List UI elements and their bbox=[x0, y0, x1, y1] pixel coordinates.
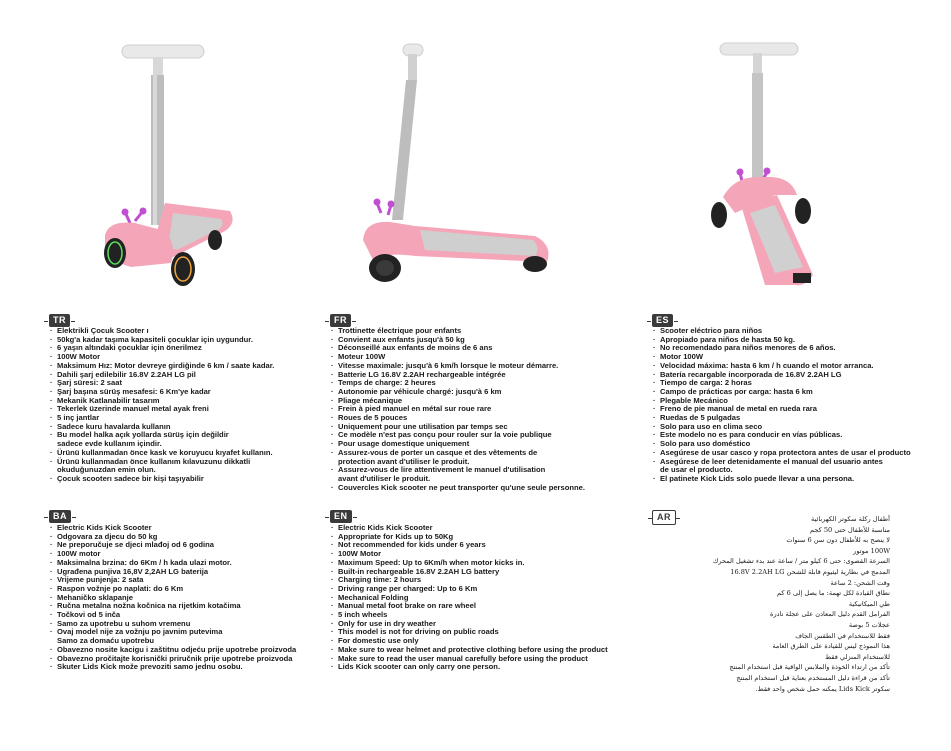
list-item: · Pour usage domestique uniquement bbox=[330, 440, 620, 449]
ar-line: الفرامل القدم دليل المعادن على عجلة نادرة bbox=[770, 610, 890, 619]
list-item: · Built-in rechargeable 16.8V 2.2AH LG battery bbox=[330, 568, 625, 577]
list-item: · 6 yaşın altındaki çocuklar için önerilmez bbox=[49, 344, 319, 353]
list-item: · Assurez-vous de porter un casque et des vêtements de protection avant d'utiliser le produit. bbox=[330, 449, 620, 466]
list-item: · Maksimalna brzina: do 6Km / h kada ulazi motor. bbox=[49, 559, 319, 568]
section-ba bbox=[49, 524, 319, 672]
list-item: · Convient aux enfants jusqu'à 50 kg bbox=[330, 336, 620, 345]
list-item: · Charging time: 2 hours bbox=[330, 576, 625, 585]
list-item: · Frein à pied manuel en métal sur roue rare bbox=[330, 405, 620, 414]
list-item: · Raspon vožnje po naplati: do 6 Km bbox=[49, 585, 319, 594]
scooter-image-side bbox=[355, 40, 560, 285]
list-item: · Ce modèle n'est pas conçu pour rouler sur la voie publique bbox=[330, 431, 620, 440]
section-ba-title: · Electric Kids Kick Scooter bbox=[49, 524, 319, 533]
list-item: · Driving range per charged: Up to 6 Km bbox=[330, 585, 625, 594]
list-item: · Şarj başına sürüş mesafesi: 6 Km'ye kadar bbox=[49, 388, 319, 397]
ar-line: نطاق القيادة لكل تهمة: ما يصل إلى 6 كم bbox=[777, 589, 890, 598]
list-item: · 100W Motor bbox=[330, 550, 625, 559]
list-item: · Make sure to read the user manual carefully before using the product bbox=[330, 655, 625, 664]
list-item: · Şarj süresi: 2 saat bbox=[49, 379, 319, 388]
language-tag-tr: TR bbox=[49, 314, 70, 327]
list-item: · Obavezno pročitajte korisnički priručnik prije upotrebe proizvoda bbox=[49, 655, 319, 664]
feature-list-es bbox=[652, 336, 942, 484]
list-item: · Este modelo no es para conducir en vías públicas. bbox=[652, 431, 942, 440]
language-tag-fr: FR bbox=[330, 314, 351, 327]
ar-line: السرعة القصوى: حتى 6 كيلو متر / ساعة عند بدء تشغيل المحرك bbox=[712, 557, 890, 566]
feature-list-tr bbox=[49, 336, 319, 484]
list-item: · 100W Motor bbox=[49, 353, 319, 362]
section-en bbox=[330, 524, 625, 672]
list-item: · Roues de 5 pouces bbox=[330, 414, 620, 423]
ar-line: تأكد من قراءة دليل المستخدم بعناية قبل استخدام المنتج bbox=[736, 673, 890, 682]
list-item: · Velocidad máxima: hasta 6 km / h cuando el motor arranca. bbox=[652, 362, 942, 371]
feature-list-fr bbox=[330, 336, 620, 493]
list-item: · Çocuk scooterı sadece bir kişi taşıyabilir bbox=[49, 475, 319, 484]
list-item: · Bu model halka açık yollarda sürüş için değildir sadece evde kullanım içindir. bbox=[49, 431, 319, 448]
list-item: · Skuter Lids Kick može prevoziti samo jednu osobu. bbox=[49, 663, 319, 672]
list-item: · 50kg'a kadar taşıma kapasiteli çocuklar için uygundur. bbox=[49, 336, 319, 345]
list-item: · Solo para uso doméstico bbox=[652, 440, 942, 449]
list-item: · 5 inch wheels bbox=[330, 611, 625, 620]
list-item: · Maksimum Hız: Motor devreye girdiğinde 6 km / saate kadar. bbox=[49, 362, 319, 371]
list-item: · Tiempo de carga: 2 horas bbox=[652, 379, 942, 388]
section-tr-title: · Elektrikli Çocuk Scooter ı bbox=[49, 327, 319, 336]
ar-line: طي الميكانيكية bbox=[848, 599, 890, 608]
language-tag-ar: AR bbox=[652, 510, 676, 525]
list-item: · Assurez-vous de lire attentivement le manuel d'utilisation avant d'utiliser le produit. bbox=[330, 466, 620, 483]
list-item: · No recomendado para niños menores de 6 años. bbox=[652, 344, 942, 353]
list-item: · Mechanical Folding bbox=[330, 594, 625, 603]
list-item: · Mekanik Katlanabilir tasarım bbox=[49, 397, 319, 406]
language-tag-en: EN bbox=[330, 510, 352, 523]
list-item: · Pliage mécanique bbox=[330, 397, 620, 406]
list-item: · Autonomie par véhicule chargé: jusqu'à 6 km bbox=[330, 388, 620, 397]
list-item: · El patinete Kick Lids solo puede llevar a una persona. bbox=[652, 475, 942, 484]
list-item: · Uniquement pour une utilisation par temps sec bbox=[330, 423, 620, 432]
list-item: · Plegable Mecánico bbox=[652, 397, 942, 406]
list-item: · Campo de prácticas por carga: hasta 6 km bbox=[652, 388, 942, 397]
list-item: · Couvercles Kick scooter ne peut transporter qu'une seule personne. bbox=[330, 484, 620, 493]
list-item: · 5 inç jantlar bbox=[49, 414, 319, 423]
list-item: · Ürünü kullanmadan önce kullanım kılavuzunu dikkatli okuduğunuzdan emin olun. bbox=[49, 458, 319, 475]
list-item: · Obavezno nosite kacigu i zaštitnu odjeću prije upotrebe proizvoda bbox=[49, 646, 319, 655]
list-item: · Ürünü kullanmadan önce kask ve koruyucu kıyafet kullanın. bbox=[49, 449, 319, 458]
ar-line: عجلات 5 بوصة bbox=[848, 620, 890, 629]
list-item: · Manual metal foot brake on rare wheel bbox=[330, 602, 625, 611]
list-item: · This model is not for driving on public roads bbox=[330, 628, 625, 637]
ar-line: وقت الشحن: 2 ساعة bbox=[830, 578, 890, 587]
section-en-title: · Electric Kids Kick Scooter bbox=[330, 524, 625, 533]
list-item: · Sadece kuru havalarda kullanın bbox=[49, 423, 319, 432]
ar-line: مناسبة للأطفال حتى 50 كجم bbox=[809, 525, 890, 534]
list-item: · Batería recargable incorporada de 16.8V 2.2AH LG bbox=[652, 371, 942, 380]
feature-list-ba bbox=[49, 533, 319, 672]
list-item: · Asegúrese de usar casco y ropa protectora antes de usar el producto bbox=[652, 449, 942, 458]
ar-line: 100W موتور bbox=[853, 546, 890, 555]
list-item: · Solo para uso en clima seco bbox=[652, 423, 942, 432]
list-item: · Vitesse maximale: jusqu'à 6 km/h lorsque le moteur démarre. bbox=[330, 362, 620, 371]
list-item: · Only for use in dry weather bbox=[330, 620, 625, 629]
section-fr bbox=[330, 327, 620, 492]
list-item: · Mehaničko sklapanje bbox=[49, 594, 319, 603]
list-item: · 100W motor bbox=[49, 550, 319, 559]
ar-line: المدمج في بطارية ليثيوم قابلة للشحن 16.8V 2.2AH LG bbox=[730, 567, 890, 576]
list-item: · Lids Kick scooter can only carry one person. bbox=[330, 663, 625, 672]
scooter-image-front bbox=[95, 35, 245, 295]
list-item: · Ruedas de 5 pulgadas bbox=[652, 414, 942, 423]
feature-list-en bbox=[330, 533, 625, 672]
list-item: · Odgovara za djecu do 50 kg bbox=[49, 533, 319, 542]
list-item: · Tekerlek üzerinde manuel metal ayak freni bbox=[49, 405, 319, 414]
section-fr-title: · Trottinette électrique pour enfants bbox=[330, 327, 620, 336]
list-item: · Ovaj model nije za vožnju po javnim putevima Samo za domaću upotrebu bbox=[49, 628, 319, 645]
ar-line: سكوتر Lids Kick يمكنه حمل شخص واحد فقط. bbox=[755, 684, 890, 693]
language-tag-es: ES bbox=[652, 314, 673, 327]
list-item: · Asegúrese de leer detenidamente el manual del usuario antes de usar el producto. bbox=[652, 458, 942, 475]
section-es-title: · Scooter eléctrico para niños bbox=[652, 327, 942, 336]
list-item: · Dahili şarj edilebilir 16.8V 2.2AH LG pil bbox=[49, 371, 319, 380]
ar-line: فقط للاستخدام في الطقس الجاف bbox=[795, 631, 890, 640]
list-item: · Freno de pie manual de metal en rueda rara bbox=[652, 405, 942, 414]
list-item: · Not recommended for kids under 6 years bbox=[330, 541, 625, 550]
list-item: · Moteur 100W bbox=[330, 353, 620, 362]
ar-line: لا ينصح به للأطفال دون سن 6 سنوات bbox=[786, 536, 890, 545]
section-tr bbox=[49, 327, 319, 484]
list-item: · Temps de charge: 2 heures bbox=[330, 379, 620, 388]
list-item: · For domestic use only bbox=[330, 637, 625, 646]
ar-line: أطفال ركلة سكوتر الكهربائية bbox=[811, 515, 890, 523]
scooter-image-rear bbox=[705, 35, 815, 290]
list-item: · Ugrađena punjiva 16,8V 2,2AH LG baterija bbox=[49, 568, 319, 577]
list-item: · Vrijeme punjenja: 2 sata bbox=[49, 576, 319, 585]
section-es bbox=[652, 327, 942, 484]
section-ar bbox=[665, 514, 890, 694]
ar-line: للاستخدام المنزلي فقط bbox=[825, 652, 890, 661]
list-item: · Motor 100W bbox=[652, 353, 942, 362]
list-item: · Maximum Speed: Up to 6Km/h when motor kicks in. bbox=[330, 559, 625, 568]
ar-line: هذا النموذج ليس للقيادة على الطرق العامة bbox=[772, 642, 890, 651]
list-item: · Apropiado para niños de hasta 50 kg. bbox=[652, 336, 942, 345]
list-item: · Ne preporučuje se djeci mlađoj od 6 godina bbox=[49, 541, 319, 550]
list-item: · Appropriate for Kids up to 50Kg bbox=[330, 533, 625, 542]
list-item: · Ručna metalna nožna kočnica na rijetkim kotačima bbox=[49, 602, 319, 611]
language-tag-ba: BA bbox=[49, 510, 71, 523]
list-item: · Točkovi od 5 inča bbox=[49, 611, 319, 620]
ar-line: تأكد من ارتداء الخوذة والملابس الواقية قبل استخدام المنتج bbox=[729, 663, 890, 672]
list-item: · Make sure to wear helmet and protective clothing before using the product bbox=[330, 646, 625, 655]
list-item: · Samo za upotrebu u suhom vremenu bbox=[49, 620, 319, 629]
list-item: · Déconseillé aux enfants de moins de 6 ans bbox=[330, 344, 620, 353]
list-item: · Batterie LG 16.8V 2.2AH rechargeable intégrée bbox=[330, 371, 620, 380]
